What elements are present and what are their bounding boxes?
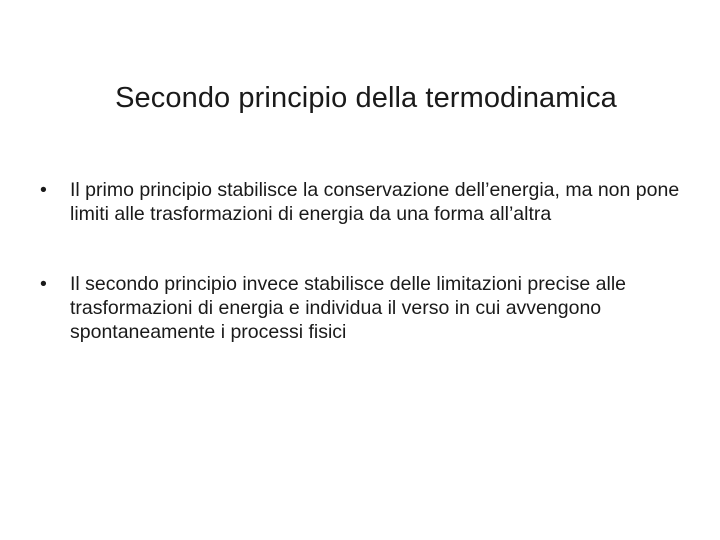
bullet-dot-icon: •: [40, 273, 47, 295]
bullet-dot-icon: •: [40, 179, 47, 201]
bullet-text: Il primo principio stabilisce la conservazione dell’energia, ma non pone limiti alle trasformazioni di energia da una forma all’altra: [70, 179, 680, 225]
bullet-text: Il secondo principio invece stabilisce delle limitazioni precise alle trasformazioni di energia e individua il verso in cui avvengono spontaneamente i processi fisici: [70, 273, 627, 343]
bullet-list: [40, 178, 680, 390]
bullet-item-first-principle: [40, 178, 680, 226]
bullet-item-second-principle: [40, 272, 680, 344]
slide-title: Secondo principio della termodinamica: [115, 82, 617, 114]
